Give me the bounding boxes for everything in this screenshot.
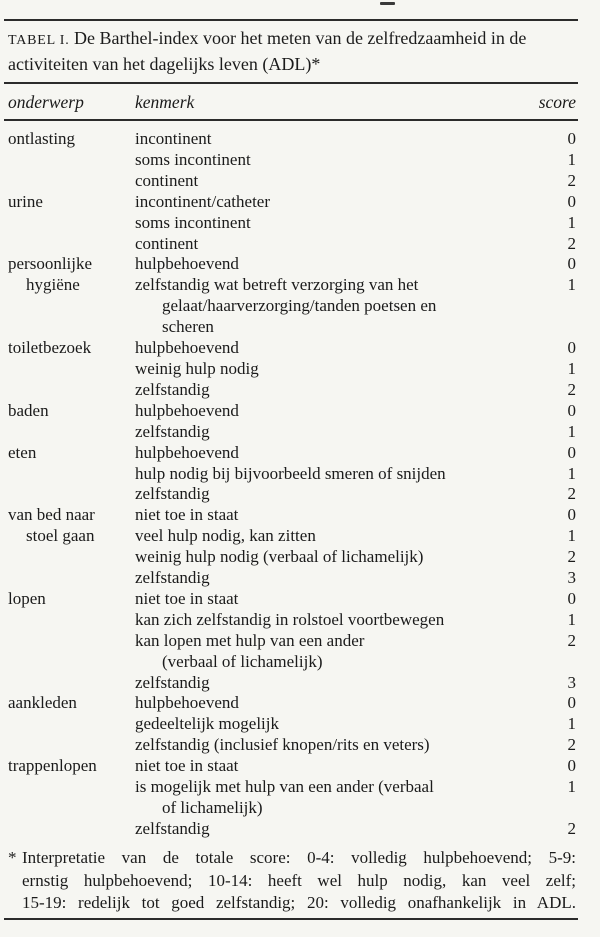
kenmerk-cell: niet toe in staat <box>135 588 239 608</box>
subject-cell <box>8 652 135 673</box>
subject-cell <box>8 547 135 568</box>
table-line <box>8 234 576 255</box>
table-line <box>8 254 576 275</box>
kenmerk-cell: gelaat/haarverzorging/tanden poetsen en <box>162 296 437 316</box>
kenmerk-cell: zelfstandig <box>135 818 210 838</box>
score-cell <box>542 317 576 338</box>
kenmerk-cell: zelfstandig <box>135 568 210 588</box>
table-line <box>8 150 576 171</box>
score-cell: 0 <box>567 400 576 420</box>
table-number-label: TABEL I. <box>8 33 70 48</box>
kenmerk-cell: zelfstandig <box>135 421 210 441</box>
score-cell: 1 <box>567 275 576 295</box>
table-line <box>8 296 576 317</box>
subject-cell <box>8 234 135 255</box>
footnote-asterisk-marker: * <box>8 848 17 867</box>
table-line <box>8 756 576 777</box>
subject-cell <box>8 714 135 735</box>
column-header-score: score <box>538 92 576 112</box>
table-line <box>8 673 576 694</box>
subject-cell: eten <box>8 442 37 462</box>
score-cell: 2 <box>567 735 576 755</box>
kenmerk-cell: hulpbehoevend <box>135 254 239 274</box>
footnote-line: Interpretatie van de totale score: 0-4: volledig hulpbehoevend; 5-9: <box>22 848 576 867</box>
kenmerk-cell: zelfstandig wat betreft verzorging van het <box>135 275 419 295</box>
subject-cell: urine <box>8 191 43 211</box>
subject-cell: toiletbezoek <box>8 338 92 358</box>
score-cell: 2 <box>567 818 576 838</box>
table-line <box>8 652 576 673</box>
table-line <box>8 192 576 213</box>
table-title-text1: De Barthel-index voor het meten van de zelfredzaamheid in de <box>74 28 527 48</box>
score-cell: 0 <box>567 693 576 713</box>
table-line <box>8 798 576 819</box>
table-line <box>8 213 576 234</box>
kenmerk-cell: niet toe in staat <box>135 505 239 525</box>
table-line <box>8 568 576 589</box>
kenmerk-cell: zelfstandig <box>135 484 210 504</box>
subject-cell <box>8 819 135 840</box>
table-line <box>8 401 576 422</box>
scan-artifact-mark <box>380 2 395 5</box>
score-cell: 1 <box>567 526 576 546</box>
score-cell: 2 <box>567 379 576 399</box>
kenmerk-cell: incontinent/catheter <box>135 191 270 211</box>
kenmerk-cell: zelfstandig <box>135 672 210 692</box>
kenmerk-cell: soms incontinent <box>135 212 251 232</box>
kenmerk-cell: is mogelijk met hulp van een ander (verbaal <box>135 777 434 797</box>
top-rule <box>4 19 578 21</box>
subject-cell: baden <box>8 400 49 420</box>
table-line <box>8 129 576 150</box>
kenmerk-cell: of lichamelijk) <box>162 798 263 817</box>
bottom-rule <box>4 918 578 920</box>
kenmerk-cell: weinig hulp nodig <box>135 358 259 378</box>
score-cell: 0 <box>567 588 576 608</box>
table-line <box>8 171 576 192</box>
subject-cell <box>8 213 135 234</box>
kenmerk-cell: hulpbehoevend <box>135 400 239 420</box>
score-cell: 3 <box>567 672 576 692</box>
table-line <box>8 631 576 652</box>
kenmerk-cell: incontinent <box>135 129 212 148</box>
score-cell: 2 <box>567 233 576 253</box>
table-line <box>8 505 576 526</box>
kenmerk-cell: hulpbehoevend <box>135 442 239 462</box>
table-line <box>8 735 576 756</box>
table-line <box>8 693 576 714</box>
table-line <box>8 317 576 338</box>
table-line <box>8 777 576 798</box>
table-line <box>8 359 576 380</box>
subject-cell <box>8 464 135 485</box>
kenmerk-cell: niet toe in staat <box>135 756 239 776</box>
score-cell: 2 <box>567 630 576 650</box>
column-header-row <box>8 92 576 113</box>
kenmerk-cell: hulp nodig bij bijvoorbeeld smeren of snijden <box>135 463 446 483</box>
subject-cell: stoel gaan <box>26 526 95 546</box>
kenmerk-cell: gedeeltelijk mogelijk <box>135 714 279 734</box>
subject-cell <box>8 777 135 798</box>
table-line <box>8 275 576 296</box>
table-line <box>8 714 576 735</box>
kenmerk-cell: hulpbehoevend <box>135 693 239 713</box>
kenmerk-cell: kan zich zelfstandig in rolstoel voortbewegen <box>135 609 445 629</box>
score-cell: 0 <box>567 191 576 211</box>
subject-cell: van bed naar <box>8 505 95 525</box>
kenmerk-cell: weinig hulp nodig (verbaal of lichamelijk) <box>135 547 424 567</box>
title-separator-rule <box>4 82 578 84</box>
score-cell: 1 <box>567 777 576 797</box>
table-line <box>8 484 576 505</box>
score-cell: 2 <box>567 547 576 567</box>
score-cell: 1 <box>567 609 576 629</box>
table-line <box>8 589 576 610</box>
header-separator-rule <box>4 119 578 121</box>
subject-cell: persoonlijke <box>8 254 93 274</box>
table-line <box>8 380 576 401</box>
column-header-onderwerp: onderwerp <box>8 92 84 112</box>
score-cell: 0 <box>567 254 576 274</box>
subject-cell <box>8 150 135 171</box>
kenmerk-cell: continent <box>135 170 199 190</box>
table-line <box>8 443 576 464</box>
table-line <box>8 547 576 568</box>
kenmerk-cell: hulpbehoevend <box>135 338 239 358</box>
table-title-line2: activiteiten van het dagelijks leven (ADL)* <box>8 53 321 74</box>
score-cell: 1 <box>567 149 576 169</box>
table-title-line1 <box>8 27 580 53</box>
table-line <box>8 422 576 443</box>
table-line <box>8 526 576 547</box>
subject-cell <box>8 610 135 631</box>
subject-cell <box>8 673 135 694</box>
score-cell: 1 <box>567 421 576 441</box>
table-line <box>8 819 576 840</box>
score-cell: 0 <box>567 505 576 525</box>
score-cell: 1 <box>567 358 576 378</box>
subject-cell <box>8 171 135 192</box>
subject-cell: trappenlopen <box>8 756 97 776</box>
table-line <box>8 338 576 359</box>
score-cell: 1 <box>567 714 576 734</box>
score-cell: 1 <box>567 463 576 483</box>
subject-cell <box>8 568 135 589</box>
table-line <box>8 464 576 485</box>
score-cell: 3 <box>567 568 576 588</box>
score-cell: 0 <box>567 756 576 776</box>
subject-cell <box>8 422 135 443</box>
subject-cell <box>8 484 135 505</box>
subject-cell <box>8 380 135 401</box>
subject-cell: ontlasting <box>8 129 76 148</box>
kenmerk-cell: continent <box>135 233 199 253</box>
score-cell <box>542 296 576 317</box>
score-cell <box>542 798 576 819</box>
subject-cell <box>8 359 135 380</box>
score-cell: 2 <box>567 484 576 504</box>
column-header-kenmerk: kenmerk <box>135 92 195 112</box>
subject-cell <box>8 296 135 317</box>
table-body <box>8 129 576 840</box>
subject-cell <box>8 798 135 819</box>
footnote-line: ernstig hulpbehoevend; 10-14: heeft wel hulp nodig, kan veel zelf; <box>22 870 576 890</box>
subject-cell: hygiëne <box>26 275 80 295</box>
kenmerk-cell: zelfstandig <box>135 379 210 399</box>
subject-cell <box>8 631 135 652</box>
footnote <box>8 847 576 915</box>
kenmerk-cell: kan lopen met hulp van een ander <box>135 630 365 650</box>
kenmerk-cell: scheren <box>162 317 214 337</box>
kenmerk-cell: veel hulp nodig, kan zitten <box>135 526 316 546</box>
score-cell: 0 <box>567 338 576 358</box>
footnote-line: 15-19: redelijk tot goed zelfstandig; 20: volledig onafhankelijk in ADL. <box>22 893 576 912</box>
score-cell: 2 <box>567 170 576 190</box>
score-cell <box>542 652 576 673</box>
score-cell: 0 <box>567 129 576 148</box>
table-line <box>8 610 576 631</box>
subject-cell: aankleden <box>8 693 77 713</box>
subject-cell: lopen <box>8 588 46 608</box>
score-cell: 0 <box>567 442 576 462</box>
table-title <box>8 27 580 76</box>
kenmerk-cell: zelfstandig (inclusief knopen/rits en veters) <box>135 735 430 755</box>
kenmerk-cell: soms incontinent <box>135 149 251 169</box>
subject-cell <box>8 735 135 756</box>
score-cell: 1 <box>567 212 576 232</box>
subject-cell <box>8 317 135 338</box>
footnote-lines <box>22 847 576 915</box>
kenmerk-cell: (verbaal of lichamelijk) <box>162 651 323 671</box>
